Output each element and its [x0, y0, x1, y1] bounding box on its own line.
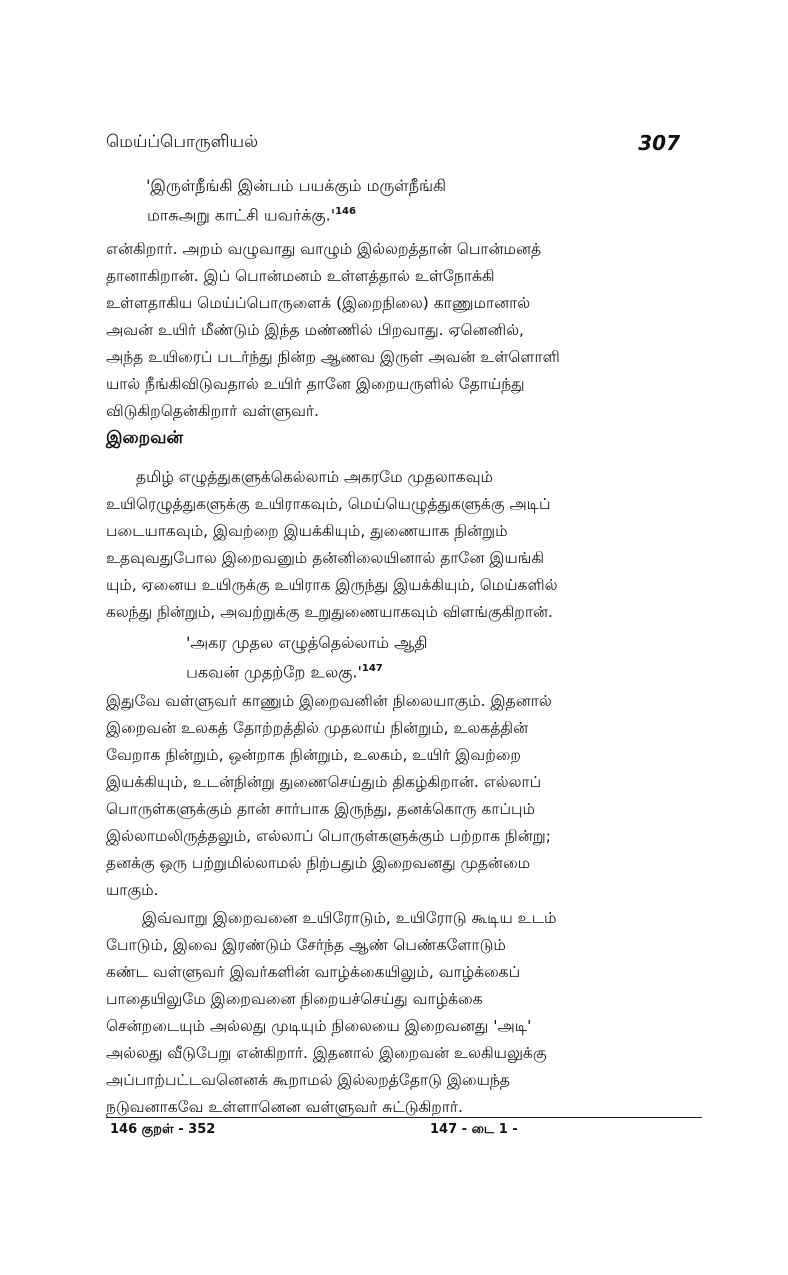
- text-line: கண்ட வள்ளுவர் இவர்களின் வாழ்க்கையிலும், வாழ்க்கைப்: [106, 963, 521, 981]
- page-number: 307: [638, 131, 680, 155]
- text-line: அந்த உயிரைப் படர்ந்து நின்ற ஆணவ இருள் அவன் உள்ளொளி: [106, 348, 560, 366]
- text-line: இதுவே வள்ளுவர் காணும் இறைவனின் நிலையாகும். இதனால்: [106, 692, 552, 710]
- text-line: பொருள்களுக்கும் தான் சார்பாக இருந்து, தனக்கொரு காப்பும்: [106, 800, 536, 818]
- text-line: சென்றடையும் அல்லது முடியும் நிலையை இறைவனது 'அடி': [106, 1017, 532, 1035]
- paragraph-2: [106, 464, 702, 626]
- text-line: தானாகிறான். இப் பொன்மனம் உள்ளத்தால் உள்நோக்கி: [106, 267, 495, 285]
- text-line: என்கிறார். அறம் வழுவாது வாழும் இல்லறத்தான் பொன்மனத்: [106, 240, 542, 258]
- text-line: யால் நீங்கிவிடுவதால் உயிர் தானே இறையருளில் தோய்ந்து: [106, 375, 525, 393]
- text-line: உயிரெழுத்துகளுக்கு உயிராகவும், மெய்யெழுத்துகளுக்கு அடிப்: [106, 495, 551, 513]
- quote-line: மாசுஅறு காட்சி யவர்க்கு.': [147, 205, 336, 225]
- text-line: தமிழ் எழுத்துகளுக்கெல்லாம் அகரமே முதலாகவும்: [136, 468, 494, 486]
- section-heading: இறைவன்: [106, 428, 183, 448]
- text-line: வேறாக நின்றும், ஒன்றாக நின்றும், உலகம், உயிர் இவற்றை: [106, 746, 521, 764]
- text-line: இயக்கியும், உடன்நின்று துணைசெய்தும் திகழ்கிறான். எல்லாப்: [106, 773, 542, 791]
- footnotes: [110, 1122, 678, 1138]
- text-line: படையாகவும், இவற்றை இயக்கியும், துணையாக நின்றும்: [106, 522, 508, 540]
- text-line: இவ்வாறு இறைவனை உயிரோடும், உயிரோடு கூடிய உடம்: [142, 909, 557, 927]
- text-line: அவன் உயிர் மீண்டும் இந்த மண்ணில் பிறவாது. ஏனெனில்,: [106, 321, 524, 339]
- quote-line: 'அகர முதல எழுத்தெல்லாம் ஆதி: [186, 633, 428, 652]
- running-head: மெய்ப்பொருளியல்: [106, 132, 259, 152]
- quote-line: பகவன் முதற்றே உலகு.': [186, 662, 362, 682]
- page-header: [106, 128, 680, 158]
- text-line: பாதையிலுமே இறைவனை நிறையச்செய்து வாழ்க்கை: [106, 990, 483, 1008]
- quote-couplet-147: [186, 630, 427, 685]
- footnote-147: 147 - டை 1 -: [430, 1122, 518, 1137]
- paragraph-3: [106, 688, 702, 904]
- footnote-ref: 147: [361, 663, 383, 674]
- text-line: அப்பாற்பட்டவனெனக் கூறாமல் இல்லறத்தோடு இயைந்த: [106, 1071, 510, 1089]
- text-line: இறைவன் உலகத் தோற்றத்தில் முதலாய் நின்றும், உலகத்தின்: [106, 719, 529, 737]
- text-line: யும், ஏனைய உயிருக்கு உயிராக இருந்து இயக்கியும், மெய்களில்: [106, 576, 558, 594]
- quote-line: 'இருள்நீங்கி இன்பம் பயக்கும் மருள்நீங்கி: [146, 176, 447, 195]
- text-line: இல்லாமலிருத்தலும், எல்லாப் பொருள்களுக்கும் பற்றாக நின்று;: [106, 827, 551, 845]
- footnote-146: 146 குறள் - 352: [110, 1122, 216, 1137]
- text-line: கலந்து நின்றும், அவற்றுக்கு உறுதுணையாகவும் விளங்குகிறான்.: [106, 603, 553, 621]
- footnote-ref: 146: [335, 206, 356, 217]
- text-line: உதவுவதுபோல இறைவனும் தன்னிலையினால் தானே இயங்கி: [106, 549, 545, 567]
- footnote-divider: [106, 1117, 702, 1118]
- text-line: அல்லது வீடுபேறு என்கிறார். இதனால் இறைவன் உலகியலுக்கு: [106, 1044, 547, 1062]
- text-line: தனக்கு ஒரு பற்றுமில்லாமல் நிற்பதும் இறைவனது முதன்மை: [106, 854, 531, 872]
- quote-couplet-146: [146, 173, 446, 228]
- paragraph-1: [106, 236, 702, 425]
- text-line: உள்ளதாகிய மெய்ப்பொருளைக் (இறைநிலை) காணுமானால்: [106, 294, 531, 312]
- text-line: யாகும்.: [106, 881, 159, 899]
- paragraph-4: [106, 905, 702, 1121]
- text-line: நடுவனாகவே உள்ளானென வள்ளுவர் சுட்டுகிறார்.: [106, 1098, 463, 1116]
- text-line: போடும், இவை இரண்டும் சேர்ந்த ஆண் பெண்களோடும்: [106, 936, 506, 954]
- text-line: விடுகிறதென்கிறார் வள்ளுவர்.: [106, 402, 319, 420]
